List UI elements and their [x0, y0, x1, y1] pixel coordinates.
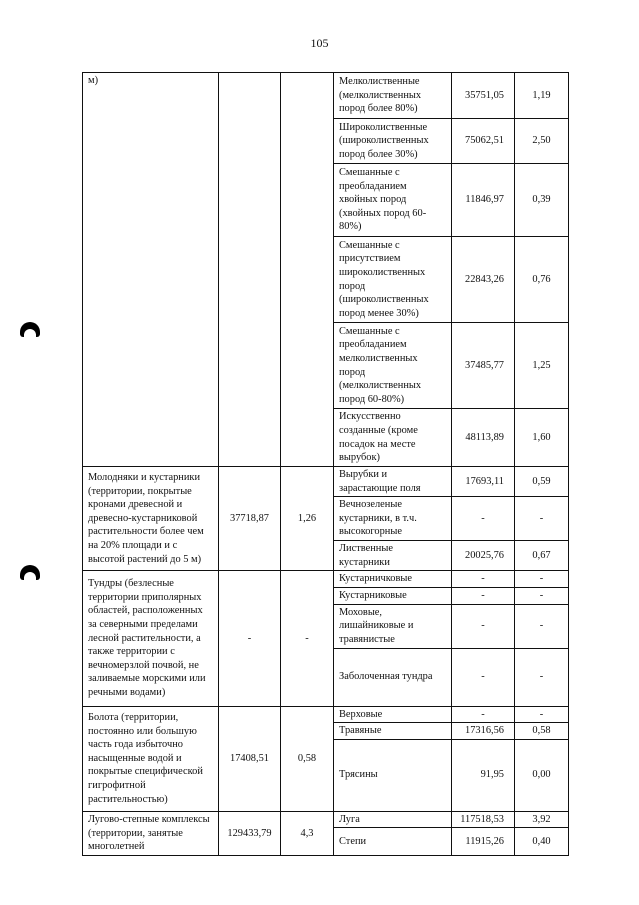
subtype-percent: - — [515, 604, 569, 648]
subtype-name: Искусственно созданные (кроме посадок на месте вырубок) — [334, 409, 452, 467]
subtype-percent: - — [515, 648, 569, 706]
group-label: Болота (территории, постоянно или большую часть года избыточно насыщенные водой и покрытые специфической гигрофитной растительностью) — [83, 706, 219, 811]
subtype-area: 11846,97 — [452, 164, 515, 237]
subtype-percent: 0,59 — [515, 467, 569, 497]
group-area: 129433,79 — [219, 811, 281, 856]
group-percent: 0,58 — [281, 706, 334, 811]
subtype-area: 91,95 — [452, 739, 515, 811]
group-area — [219, 73, 281, 467]
subtype-percent: - — [515, 706, 569, 723]
subtype-area: 75062,51 — [452, 119, 515, 164]
subtype-name: Смешанные с присутствием широколиственных пород (широколиственных пород менее 30%) — [334, 237, 452, 323]
group-area: - — [219, 571, 281, 706]
subtype-percent: 1,19 — [515, 73, 569, 119]
group-label: Лугово-степные комплексы (территории, занятые многолетней — [83, 811, 219, 856]
table-row — [83, 73, 569, 119]
subtype-percent: 3,92 — [515, 811, 569, 828]
subtype-name: Травяные — [334, 723, 452, 740]
subtype-name: Заболоченная тундра — [334, 648, 452, 706]
table-row — [83, 706, 569, 723]
subtype-area: 37485,77 — [452, 323, 515, 409]
table-row — [83, 467, 569, 497]
group-label: м) — [83, 73, 219, 467]
subtype-name: Луга — [334, 811, 452, 828]
subtype-area: 11915,26 — [452, 828, 515, 856]
subtype-percent: 0,40 — [515, 828, 569, 856]
subtype-name: Широколиственные (широколиственных пород более 30%) — [334, 119, 452, 164]
group-label: Молодняки и кустарники (территории, покрытые кронами древесной и древесно-кустарниковой растительности более чем на 20% площади и с высотой растений до 5 м) — [83, 467, 219, 571]
subtype-percent: 1,25 — [515, 323, 569, 409]
subtype-area: 117518,53 — [452, 811, 515, 828]
group-percent: 1,26 — [281, 467, 334, 571]
punch-hole-bottom — [20, 565, 40, 580]
subtype-area: - — [452, 648, 515, 706]
subtype-area: - — [452, 587, 515, 604]
subtype-percent: 0,00 — [515, 739, 569, 811]
group-percent: - — [281, 571, 334, 706]
group-percent — [281, 73, 334, 467]
subtype-percent: - — [515, 497, 569, 541]
subtype-area: 22843,26 — [452, 237, 515, 323]
subtype-area: 35751,05 — [452, 73, 515, 119]
subtype-name: Вырубки и зарастающие поля — [334, 467, 452, 497]
subtype-percent: 1,60 — [515, 409, 569, 467]
subtype-name: Верховые — [334, 706, 452, 723]
subtype-name: Мелколиственные (мелколиственных пород более 80%) — [334, 73, 452, 119]
page-number: 105 — [310, 36, 329, 50]
subtype-area: - — [452, 571, 515, 588]
punch-hole-top — [20, 322, 40, 337]
group-area: 17408,51 — [219, 706, 281, 811]
subtype-percent: 0,58 — [515, 723, 569, 740]
subtype-area: 17693,11 — [452, 467, 515, 497]
subtype-area: - — [452, 604, 515, 648]
subtype-name: Смешанные с преобладанием хвойных пород (хвойных пород 60-80%) — [334, 164, 452, 237]
group-percent: 4,3 — [281, 811, 334, 856]
vegetation-table — [82, 72, 569, 856]
subtype-percent: 2,50 — [515, 119, 569, 164]
subtype-area: - — [452, 497, 515, 541]
subtype-percent: - — [515, 571, 569, 588]
table-row — [83, 811, 569, 828]
subtype-percent: 0,39 — [515, 164, 569, 237]
subtype-area: 48113,89 — [452, 409, 515, 467]
subtype-name: Вечнозеленые кустарники, в т.ч. высокогорные — [334, 497, 452, 541]
subtype-percent: 0,76 — [515, 237, 569, 323]
subtype-percent: 0,67 — [515, 541, 569, 571]
subtype-area: - — [452, 706, 515, 723]
table-row — [83, 571, 569, 588]
subtype-name: Смешанные с преобладанием мелколиственных пород (мелколиственных пород 60-80%) — [334, 323, 452, 409]
subtype-area: 20025,76 — [452, 541, 515, 571]
group-area: 37718,87 — [219, 467, 281, 571]
subtype-name: Моховые, лишайниковые и травянистые — [334, 604, 452, 648]
subtype-area: 17316,56 — [452, 723, 515, 740]
subtype-name: Кустарничковые — [334, 571, 452, 588]
group-label: Тундры (безлесные территории приполярных областей, расположенных за северными пределами лесной растительности, а также территории с вечномерзлой почвой, не заливаемые морскими или речными водами) — [83, 571, 219, 706]
subtype-name: Лиственные кустарники — [334, 541, 452, 571]
subtype-name: Трясины — [334, 739, 452, 811]
subtype-percent: - — [515, 587, 569, 604]
subtype-name: Степи — [334, 828, 452, 856]
subtype-name: Кустарниковые — [334, 587, 452, 604]
